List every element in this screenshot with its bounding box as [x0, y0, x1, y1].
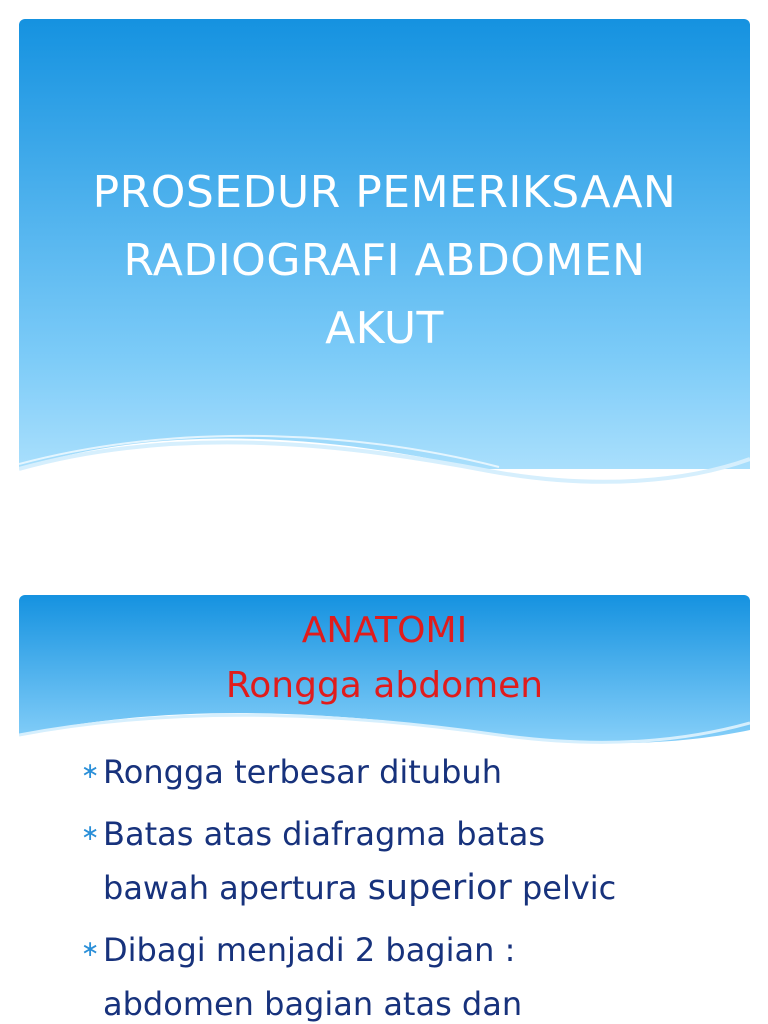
title-line-1: PROSEDUR PEMERIKSAAN	[92, 167, 677, 218]
bullet-asterisk-icon: ∗	[81, 821, 100, 846]
bullet-asterisk-icon: ∗	[81, 759, 100, 784]
content-slide	[19, 595, 750, 1024]
title-slide	[19, 19, 750, 541]
list-item	[81, 923, 741, 1024]
title-line-3: AKUT	[325, 303, 444, 354]
heading-line-1: ANATOMI	[301, 610, 468, 651]
slide-heading	[19, 603, 750, 713]
list-item	[81, 745, 741, 799]
bullet-text: abdomen bagian atas dan	[103, 985, 523, 1023]
bullet-text-part: pelvic	[511, 869, 617, 907]
bullet-text-emphasis: superior	[367, 868, 512, 908]
bullet-text-part: bawah apertura	[103, 869, 368, 907]
title-line-2: RADIOGRAFI ABDOMEN	[123, 235, 646, 286]
bullet-asterisk-icon: ∗	[81, 937, 100, 962]
bullet-list	[81, 745, 741, 1024]
bullet-text: Dibagi menjadi 2 bagian :	[103, 931, 516, 969]
heading-line-2: Rongga abdomen	[225, 665, 544, 706]
list-item	[81, 807, 741, 915]
bullet-text: Batas atas diafragma batas	[103, 815, 546, 853]
slide-title	[19, 159, 750, 363]
bullet-text: Rongga terbesar ditubuh	[103, 753, 502, 791]
